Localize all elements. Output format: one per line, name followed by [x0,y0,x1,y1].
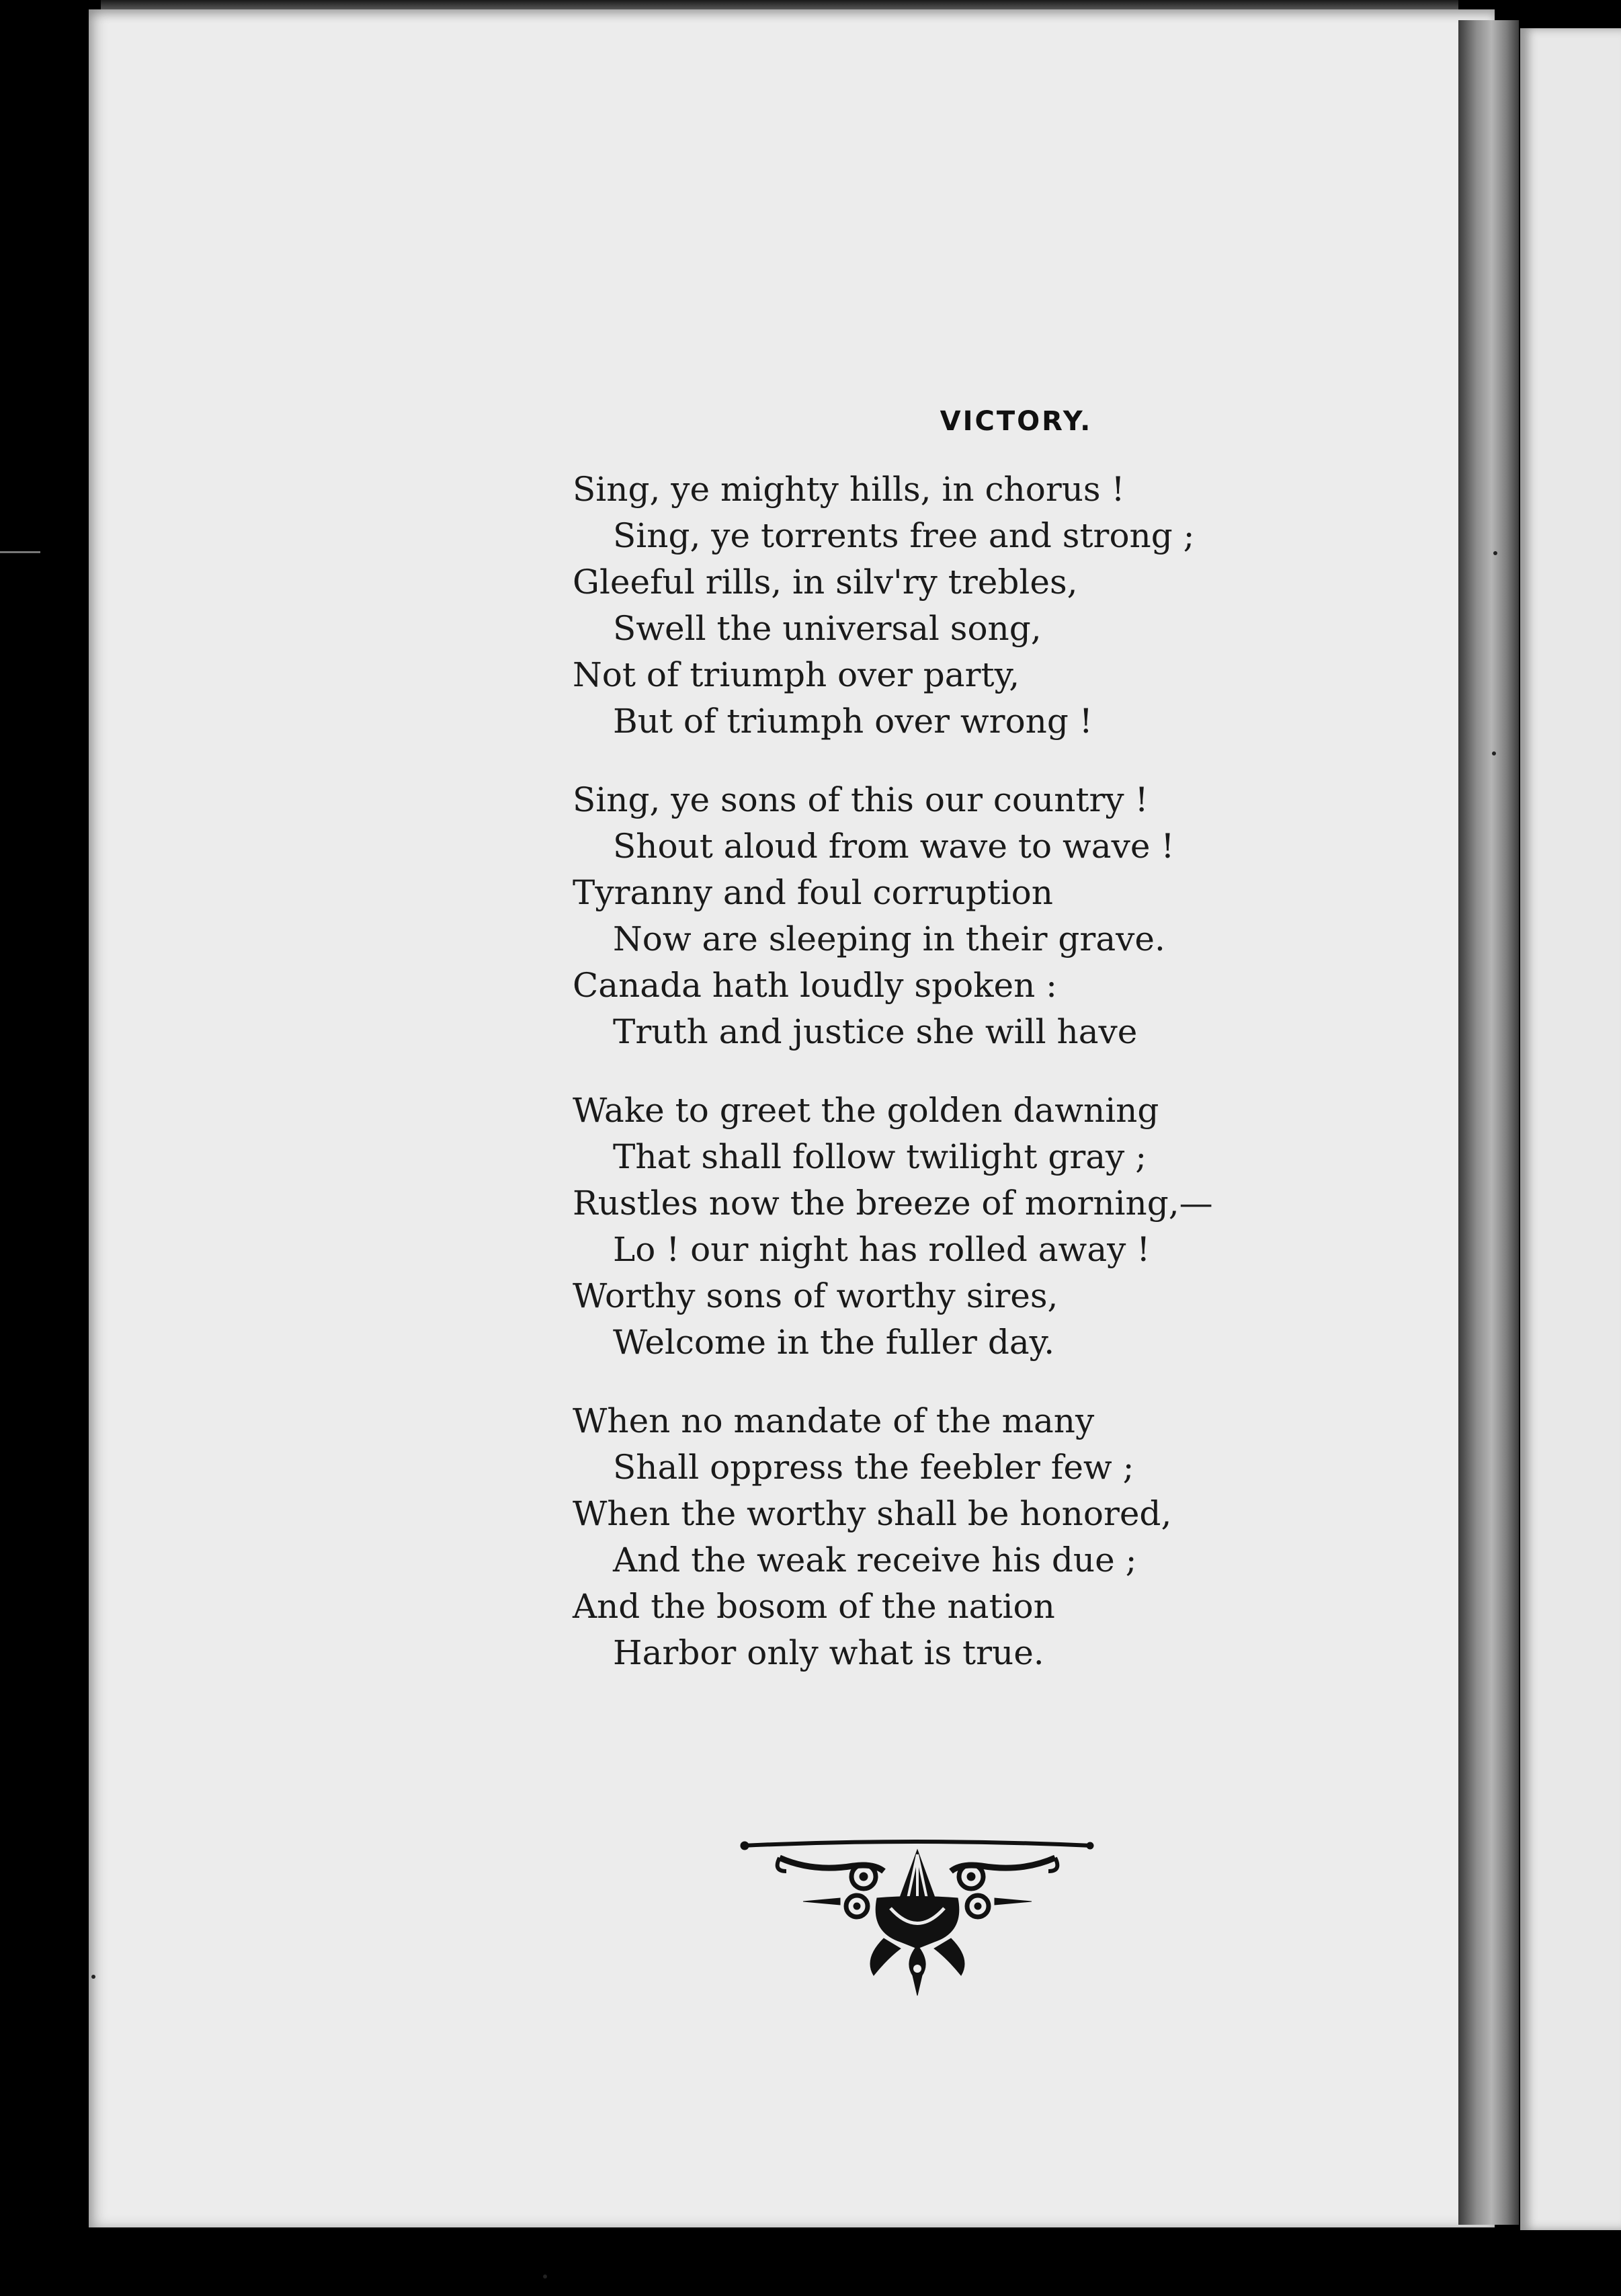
poem-body [573,466,1245,1709]
scan-speck [1492,751,1496,755]
floral-tailpiece-icon [739,1831,1095,1999]
stanza [573,777,1245,1055]
poem-line: Not of triumph over party, [573,655,1020,694]
poem-line: Truth and justice she will have [613,1012,1138,1051]
stanza [573,466,1245,745]
poem-title: VICTORY. [940,406,1093,437]
adjacent-page-edge [1520,28,1621,2230]
stanza [573,1088,1245,1366]
poem-line: But of triumph over wrong ! [613,702,1093,741]
poem-line: Sing, ye sons of this our country ! [573,780,1149,819]
poem-line: When no mandate of the many [573,1401,1095,1440]
poem-line: Shout aloud from wave to wave ! [613,827,1175,866]
poem-line: Shall oppress the feebler few ; [613,1448,1134,1487]
binding-gutter [1458,20,1519,2225]
stanza [573,1398,1245,1676]
scan-edge-mark [0,551,40,553]
poem-line: And the bosom of the nation [573,1587,1055,1626]
poem-line: Rustles now the breeze of morning,— [573,1184,1213,1223]
poem-line: Sing, ye mighty hills, in chorus ! [573,470,1125,509]
poem-line: Canada hath loudly spoken : [573,966,1058,1005]
poem-line: Harbor only what is true. [613,1633,1044,1672]
poem-line: Lo ! our night has rolled away ! [613,1230,1151,1269]
poem-line: And the weak receive his due ; [613,1541,1137,1580]
poem-line: Tyranny and foul corruption [573,873,1053,912]
scan-speck [1493,551,1497,555]
poem-line: Now are sleeping in their grave. [613,919,1165,958]
book-page [89,9,1495,2227]
poem-line: Welcome in the fuller day. [613,1323,1055,1362]
scan-speck [543,2274,547,2279]
poem-line: Gleeful rills, in silv'ry trebles, [573,563,1078,602]
poem-line: Wake to greet the golden dawning [573,1091,1159,1130]
poem-line: Swell the universal song, [613,609,1042,648]
poem-line: When the worthy shall be honored, [573,1494,1172,1533]
page-top-edge [101,0,1458,9]
poem-line: Sing, ye torrents free and strong ; [613,516,1195,555]
scan-speck [91,1975,95,1979]
poem-line: That shall follow twilight gray ; [613,1137,1147,1176]
poem-line: Worthy sons of worthy sires, [573,1276,1058,1315]
